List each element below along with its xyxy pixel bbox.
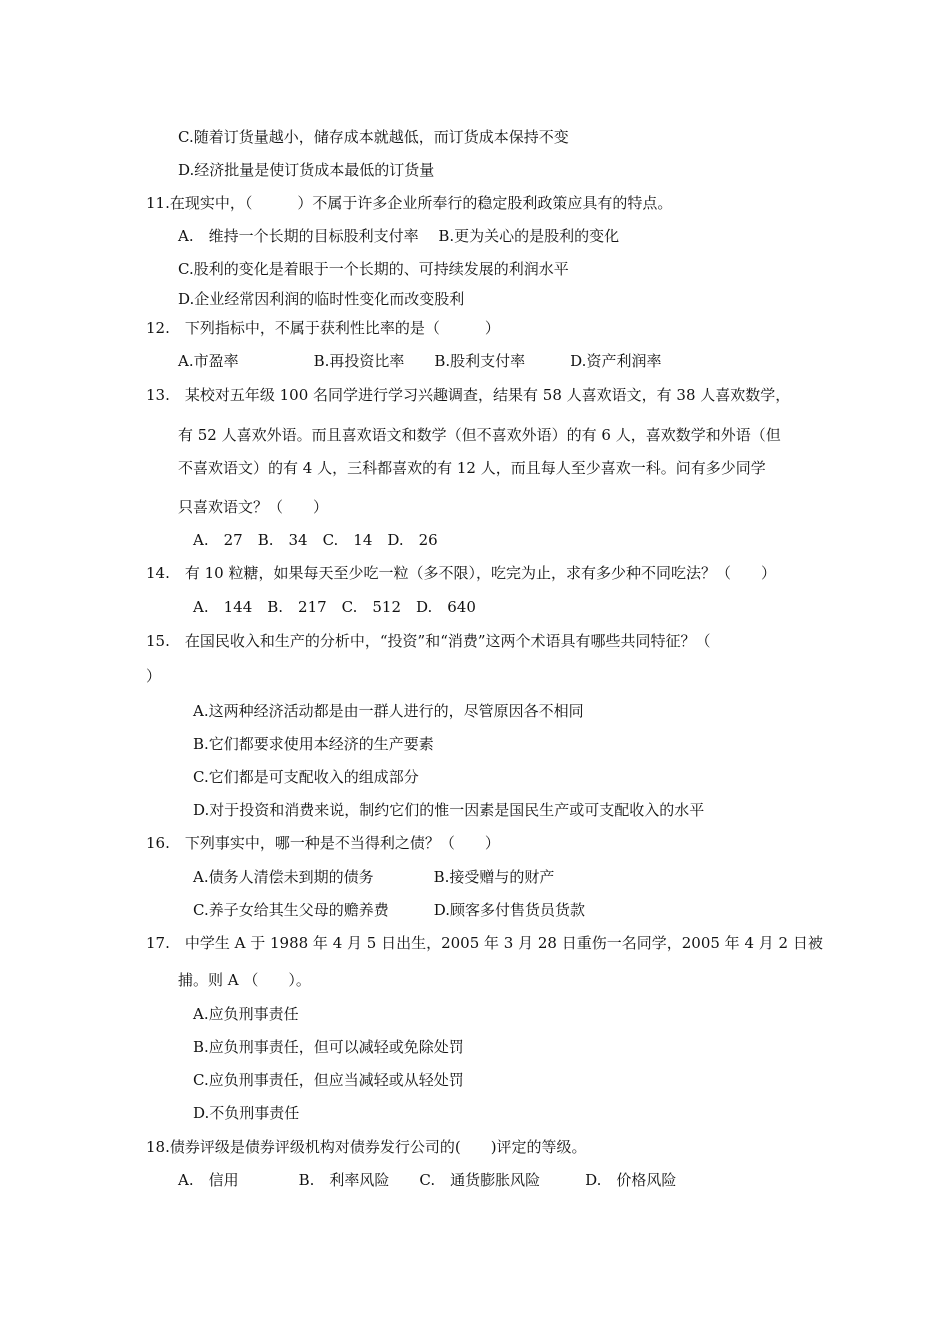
q13-stem-line-4: 只喜欢语文？（ ） xyxy=(178,498,329,516)
q13-stem-line-3: 不喜欢语文）的有 4 人，三科都喜欢的有 12 人，而且每人至少喜欢一科。问有多少同学 xyxy=(178,459,766,477)
q11-option-c: C.股利的变化是着眼于一个长期的、可持续发展的利润水平 xyxy=(178,260,569,278)
q15-stem-line-2: ） xyxy=(146,667,162,685)
q18-stem: 18.债券评级是债券评级机构对债券发行公司的( )评定的等级。 xyxy=(146,1138,587,1156)
q15-option-b: B.它们都要求使用本经济的生产要素 xyxy=(193,735,434,753)
q13-stem-line-1: 13. 某校对五年级 100 名同学进行学习兴趣调查，结果有 58 人喜欢语文，有 38 人喜欢数学， xyxy=(146,386,791,404)
q18-options: A. 信用 B. 利率风险 C. 通货膨胀风险 D. 价格风险 xyxy=(178,1171,677,1189)
q13-options: A. 27 B. 34 C. 14 D. 26 xyxy=(193,531,438,549)
q16-stem: 16. 下列事实中，哪一种是不当得利之债？（ ） xyxy=(146,834,500,852)
q15-option-c: C.它们都是可支配收入的组成部分 xyxy=(193,768,419,786)
q15-option-a: A.这两种经济活动都是由一群人进行的，尽管原因各不相同 xyxy=(193,702,584,720)
q17-stem-line-1: 17. 中学生 A 于 1988 年 4 月 5 日出生，2005 年 3 月 28 日重伤一名同学，2005 年 4 月 2 日被 xyxy=(146,934,823,952)
q17-option-d: D.不负刑事责任 xyxy=(193,1104,300,1122)
q10-option-c: C.随着订货量越小，储存成本就越低，而订货成本保持不变 xyxy=(178,128,569,146)
q11-stem: 11.在现实中，（ ）不属于许多企业所奉行的稳定股利政策应具有的特点。 xyxy=(146,194,673,212)
q17-option-a: A.应负刑事责任 xyxy=(193,1005,299,1023)
q16-options-ab: A.债务人清偿未到期的债务 B.接受赠与的财产 xyxy=(193,868,555,886)
q14-stem: 14. 有 10 粒糖，如果每天至少吃一粒（多不限），吃完为止，求有多少种不同吃法？（ ） xyxy=(146,564,776,582)
q17-option-b: B.应负刑事责任，但可以减轻或免除处罚 xyxy=(193,1038,464,1056)
q16-options-cd: C.养子女给其生父母的赡养费 D.顾客多付售货员货款 xyxy=(193,901,585,919)
q12-stem: 12. 下列指标中，不属于获利性比率的是（ ） xyxy=(146,319,500,337)
q15-option-d: D.对于投资和消费来说，制约它们的惟一因素是国民生产或可支配收入的水平 xyxy=(193,801,705,819)
q17-stem-line-2: 捕。则 A （ ）。 xyxy=(178,971,311,989)
q14-options: A. 144 B. 217 C. 512 D. 640 xyxy=(193,598,476,616)
q17-option-c: C.应负刑事责任，但应当减轻或从轻处罚 xyxy=(193,1071,464,1089)
q11-option-d: D.企业经常因利润的临时性变化而改变股利 xyxy=(178,290,465,308)
q10-option-d: D.经济批量是使订货成本最低的订货量 xyxy=(178,161,435,179)
q12-options: A.市盈率 B.再投资比率 B.股利支付率 D.资产利润率 xyxy=(178,352,662,370)
q13-stem-line-2: 有 52 人喜欢外语。而且喜欢语文和数学（但不喜欢外语）的有 6 人，喜欢数学和外语（但 xyxy=(178,426,781,444)
q11-options-ab: A. 维持一个长期的目标股利支付率 B.更为关心的是股利的变化 xyxy=(178,227,620,245)
q15-stem-line-1: 15. 在国民收入和生产的分析中，“投资”和“消费”这两个术语具有哪些共同特征？（ xyxy=(146,632,711,650)
